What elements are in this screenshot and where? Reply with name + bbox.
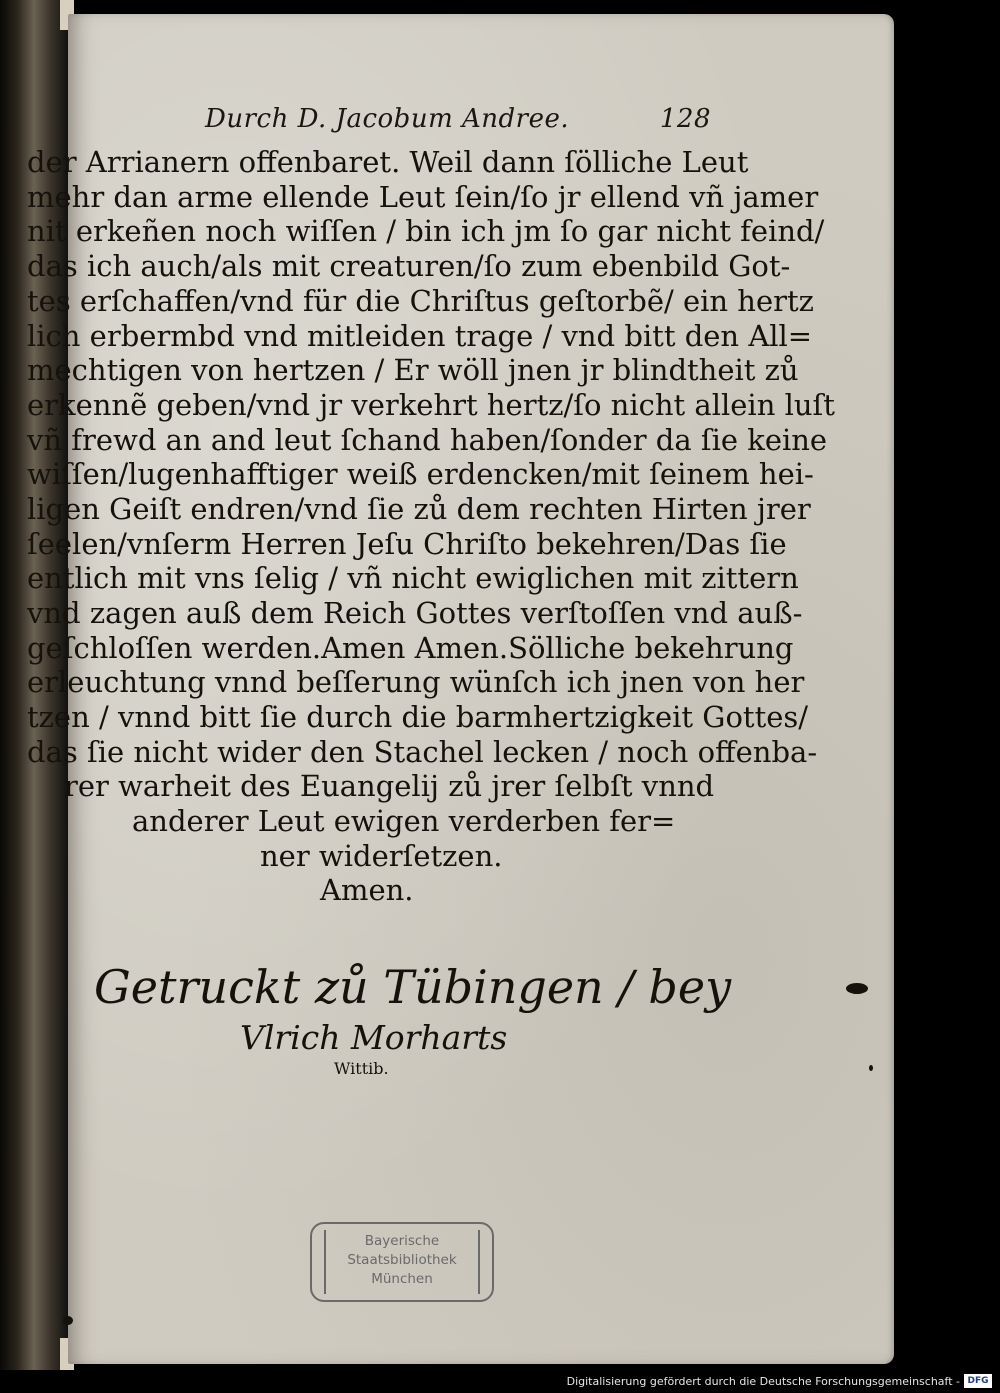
library-stamp [310,1222,494,1302]
funding-credit: Digitalisierung gefördert durch die Deutsche Forschungsgemeinschaft - [566,1375,960,1388]
text-line: wiſſen/lugenhafftiger weiß erdencken/mit ſeinem hei- [27,457,814,491]
text-line: entlich mit vns ſelig / vñ nicht ewiglichen mit zittern [27,561,799,595]
text-line: Amen. [320,873,414,907]
text-line: das ſie nicht wider den Stachel lecken / noch offenba- [27,735,818,769]
stamp-line: Bayerische [364,1233,440,1249]
text-line: lich erbermbd vnd mitleiden trage / vnd bitt den All= [27,319,813,353]
dfg-logo[interactable]: DFG [964,1374,992,1388]
text-line: rer warheit des Euangelij zů jrer ſelbſt vnnd [64,769,715,803]
imprint-widow: Wittib. [334,1059,389,1078]
ink-dot [63,1316,73,1325]
ink-speck [869,1065,873,1071]
imprint-place: Getruckt zů Tübingen / bey [94,960,732,1014]
text-line: erkennẽ geben/vnd jr verkehrt hertz/ſo nicht allein luſt [27,388,835,422]
text-line: geſchloſſen werden.Amen Amen.Sölliche bekehrung [27,631,794,665]
text-line: mechtigen von hertzen / Er wöll jnen jr blindtheit zů [27,353,799,387]
text-line: ligen Geiſt endren/vnd ſie zů dem rechten Hirten jrer [27,492,811,526]
ink-blot [846,983,868,994]
stamp-line: München [371,1271,433,1287]
text-line: mehr dan arme ellende Leut ſein/ſo jr ellend vñ jamer [27,180,819,214]
text-line: nit erkeñen noch wiſſen / bin ich jm ſo gar nicht feind/ [27,214,825,248]
text-line: ner widerſetzen. [260,839,503,873]
text-line: vñ frewd an and leut ſchand haben/ſonder da ſie keine [27,423,828,457]
text-line: der Arrianern offenbaret. Weil dann ſölliche Leut [27,145,749,179]
text-line: tzen / vnnd bitt ſie durch die barmhertzigkeit Gottes/ [27,700,809,734]
running-head [205,104,725,144]
text-line: erleuchtung vnnd beſſerung wünſch ich jnen von her [27,665,805,699]
text-line: vnd zagen auß dem Reich Gottes verſtoſſen vnd auß- [27,596,803,630]
text-line: tes erſchaffen/vnd für die Chriſtus geſtorbẽ/ ein hertz [27,284,814,318]
running-head-title: Durch D. Jacobum Andree. [205,104,570,134]
stamp-line: Staatsbibliothek [347,1252,457,1268]
viewer-footer [0,1370,1000,1393]
text-line: das ich auch/als mit creaturen/ſo zum ebenbild Got- [27,249,791,283]
text-line: ſeelen/vnſerm Herren Jeſu Chriſto bekehren/Das ſie [27,527,787,561]
text-line: anderer Leut ewigen verderben fer= [132,804,676,838]
imprint-printer: Vlrich Morharts [240,1018,508,1057]
folio-number: 128 [659,104,711,134]
